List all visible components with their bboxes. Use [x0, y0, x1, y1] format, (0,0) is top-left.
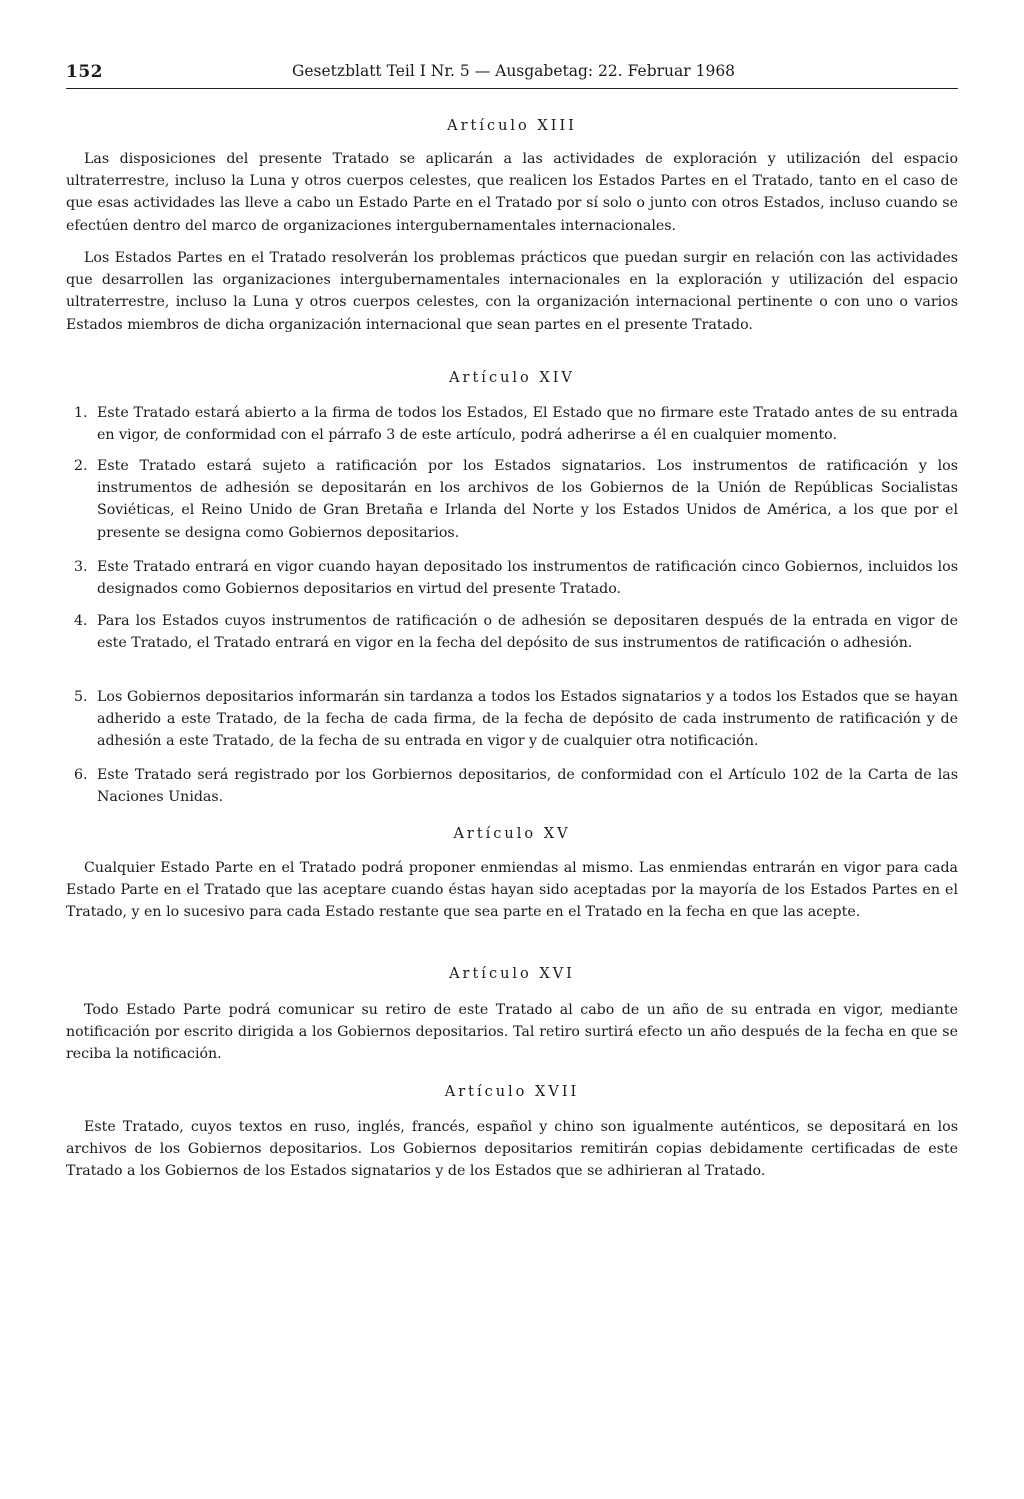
item-number: 3.	[74, 559, 88, 575]
page-number: 152	[66, 62, 103, 82]
item-text: Para los Estados cuyos instrumentos de ratificación o de adhesión se depositaren después de la entrada en vigor de este Tratado, el Tratado entrará en vigor en la fecha del depósito de sus instrumentos de ratificación o adhesión.	[97, 613, 958, 652]
item-number: 5.	[74, 689, 88, 705]
item-text: Este Tratado entrará en vigor cuando hayan depositado los instrumentos de ratificación cinco Gobiernos, incluidos los designados como Gobiernos depositarios en virtud del presente Tratado.	[97, 559, 958, 598]
article-heading-xvii: Artículo XVII	[444, 1084, 580, 1100]
item-number: 1.	[74, 405, 88, 421]
article-heading-xvi: Artículo XVI	[449, 966, 575, 982]
article-xiv-item-4	[66, 610, 958, 654]
item-text: Este Tratado estará abierto a la firma de todos los Estados, El Estado que no firmare este Tratado antes de su entrada en vigor, de conformidad con el párrafo 3 de este artículo, podrá adherirse a él en cualquier momento.	[97, 405, 958, 444]
running-title: Gesetzblatt Teil I Nr. 5 — Ausgabetag: 22. Februar 1968	[292, 62, 736, 80]
item-text: Los Gobiernos depositarios informarán sin tardanza a todos los Estados signatarios y a todos los Estados que se hayan adherido a este Tratado, de la fecha de cada firma, de la fecha de depósito de cada instrumento de ratificación y de adhesión a este Tratado, de la fecha de su entrada en vigor y de cualquier otra notificación.	[97, 689, 958, 750]
article-xvii-paragraph-1: Este Tratado, cuyos textos en ruso, inglés, francés, español y chino son igualmente auténticos, se depositará en los archivos de los Gobiernos depositarios. Los Gobiernos depositarios remitirán copias debidamente certificadas de este Tratado a los Gobiernos de los Estados signatarios y de los Estados que se adhirieran al Tratado.	[66, 1119, 958, 1180]
article-heading-xiv: Artículo XIV	[449, 370, 575, 386]
article-xiii-paragraph-2: Los Estados Partes en el Tratado resolverán los problemas prácticos que puedan surgir en relación con las actividades que desarrollen las organizaciones intergubernamentales internacionales en la exploración y utilización del espacio ultraterrestre, incluso la Luna y otros cuerpos celestes, con la organización internacional pertinente o con uno o varios Estados miembros de dicha organización internacional que sean partes en el presente Tratado.	[66, 250, 958, 333]
article-xiv-item-5	[66, 686, 958, 753]
item-number: 6.	[74, 767, 88, 783]
article-xvi-paragraph-1: Todo Estado Parte podrá comunicar su retiro de este Tratado al cabo de un año de su entrada en vigor, mediante notificación por escrito dirigida a los Gobiernos depositarios. Tal retiro surtirá efecto un año después de la fecha en que se reciba la notificación.	[66, 1002, 958, 1063]
article-heading-xv: Artículo XV	[453, 826, 571, 842]
article-heading-xiii: Artículo XIII	[447, 118, 577, 134]
item-text: Este Tratado será registrado por los Gorbiernos depositarios, de conformidad con el Artículo 102 de la Carta de las Naciones Unidas.	[97, 767, 958, 806]
article-xiv-item-6	[66, 764, 958, 808]
item-number: 2.	[74, 458, 88, 474]
article-xiv-item-1	[66, 402, 958, 446]
article-xiii-paragraph-1: Las disposiciones del presente Tratado se aplicarán a las actividades de exploración y utilización del espacio ultraterrestre, incluso la Luna y otros cuerpos celestes, que realicen los Estados Partes en el Tratado, tanto en el caso de que esas actividades las lleve a cabo un Estado Parte en el Tratado por sí solo o junto con otros Estados, incluso cuando se efectúen dentro del marco de organizaciones intergubernamentales internacionales.	[66, 151, 958, 234]
item-number: 4.	[74, 613, 88, 629]
article-xv-paragraph-1: Cualquier Estado Parte en el Tratado podrá proponer enmiendas al mismo. Las enmiendas entrarán en vigor para cada Estado Parte en el Tratado que las aceptare cuando éstas hayan sido aceptadas por la mayoría de los Estados Partes en el Tratado, y en lo sucesivo para cada Estado restante que sea parte en el Tratado en la fecha en que las acepte.	[66, 860, 958, 921]
page-header	[66, 62, 958, 89]
item-text: Este Tratado estará sujeto a ratificación por los Estados signatarios. Los instrumentos de ratificación y los instrumentos de adhesión se depositarán en los archivos de los Gobiernos de la Unión de Repúblicas Socialistas Soviéticas, el Reino Unido de Gran Bretaña e Irlanda del Norte y los Estados Unidos de América, a los que por el presente se designa como Gobiernos depositarios.	[97, 458, 958, 541]
article-xiv-item-3	[66, 556, 958, 600]
article-xiv-item-2	[66, 455, 958, 544]
